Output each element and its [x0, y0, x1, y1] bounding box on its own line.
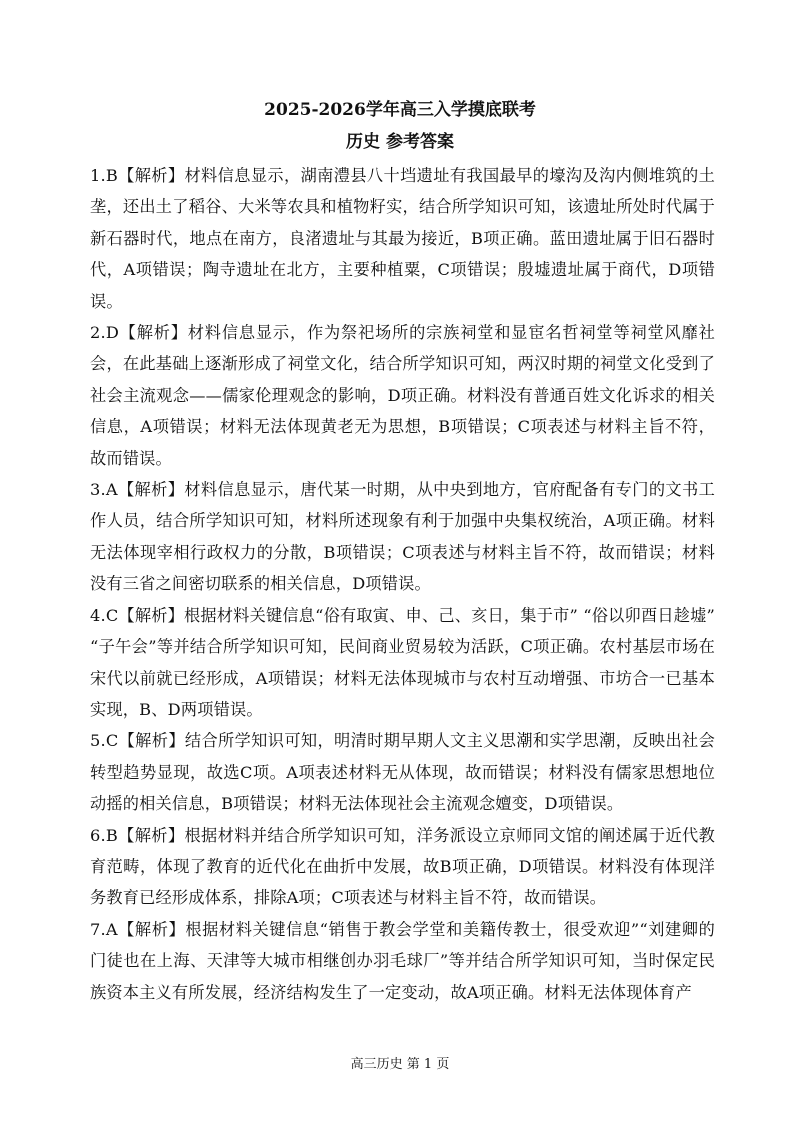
answer-item-1: 1.B【解析】材料信息显示，湖南澧县八十垱遗址有我国最早的壕沟及沟内侧堆筑的土垄，还出土了稻谷、大米等农具和植物籽实，结合所学知识可知，该遗址所处时代属于新石器时代，地点在南方，良渚遗址与其最为接近，B项正确。蓝田遗址属于旧石器时代，A项错误；陶寺遗址在北方，主要种植粟，C项错误；殷墟遗址属于商代，D项错误。: [90, 166, 715, 311]
page-footer: 高三历史 第 1 页: [350, 1057, 450, 1072]
answer-list: [90, 160, 715, 1008]
answer-item-6: 6.B【解析】根据材料并结合所学知识可知，洋务派设立京师同文馆的阐述属于近代教育范畴，体现了教育的近代化在曲折中发展，故B项正确，D项错误。材料没有体现洋务教育已经形成体系，排除A项；C项表述与材料主旨不符，故而错误。: [90, 825, 715, 908]
answer-item-3: 3.A【解析】材料信息显示，唐代某一时期，从中央到地方，官府配备有专门的文书工作人员，结合所学知识可知，材料所述现象有利于加强中央集权统治，A项正确。材料无法体现宰相行政权力的分散，B项错误；C项表述与材料主旨不符，故而错误；材料没有三省之间密切联系的相关信息，D项错误。: [90, 480, 715, 594]
document-subtitle: 历史 参考答案: [346, 132, 454, 152]
answer-item-5: 5.C【解析】结合所学知识可知，明清时期早期人文主义思潮和实学思潮，反映出社会转型趋势显现，故选C项。A项表述材料无从体现，故而错误；材料没有儒家思想地位动摇的相关信息，B项错误；材料无法体现社会主流观念嬗变，D项错误。: [90, 731, 715, 814]
answer-item-2: 2.D【解析】材料信息显示，作为祭祀场所的宗族祠堂和显宦名哲祠堂等祠堂风靡社会，在此基础上逐渐形成了祠堂文化，结合所学知识可知，两汉时期的祠堂文化受到了社会主流观念——儒家伦理观念的影响，D项正确。材料没有普通百姓文化诉求的相关信息，A项错误；材料无法体现黄老无为思想，B项错误；C项表述与材料主旨不符，故而错误。: [90, 323, 715, 468]
answer-item-7: 7.A【解析】根据材料关键信息“销售于教会学堂和美籍传教士，很受欢迎”“刘建卿的门徒也在上海、天津等大城市相继创办羽毛球厂”等并结合所学知识可知，当时保定民族资本主义有所发展，经济结构发生了一定变动，故A项正确。材料无法体现体育产: [90, 919, 715, 1002]
answer-item-4: 4.C【解析】根据材料关键信息“俗有取寅、申、己、亥日，集于市” “俗以卯酉日趁墟” “子午会”等并结合所学知识可知，民间商业贸易较为活跃，C项正确。农村基层市场在宋代以前就已经形成，A项错误；材料无法体现城市与农村互动增强、市坊合一已基本实现，B、D两项错误。: [90, 605, 715, 719]
document-title: 2025-2026学年高三入学摸底联考: [264, 100, 536, 120]
